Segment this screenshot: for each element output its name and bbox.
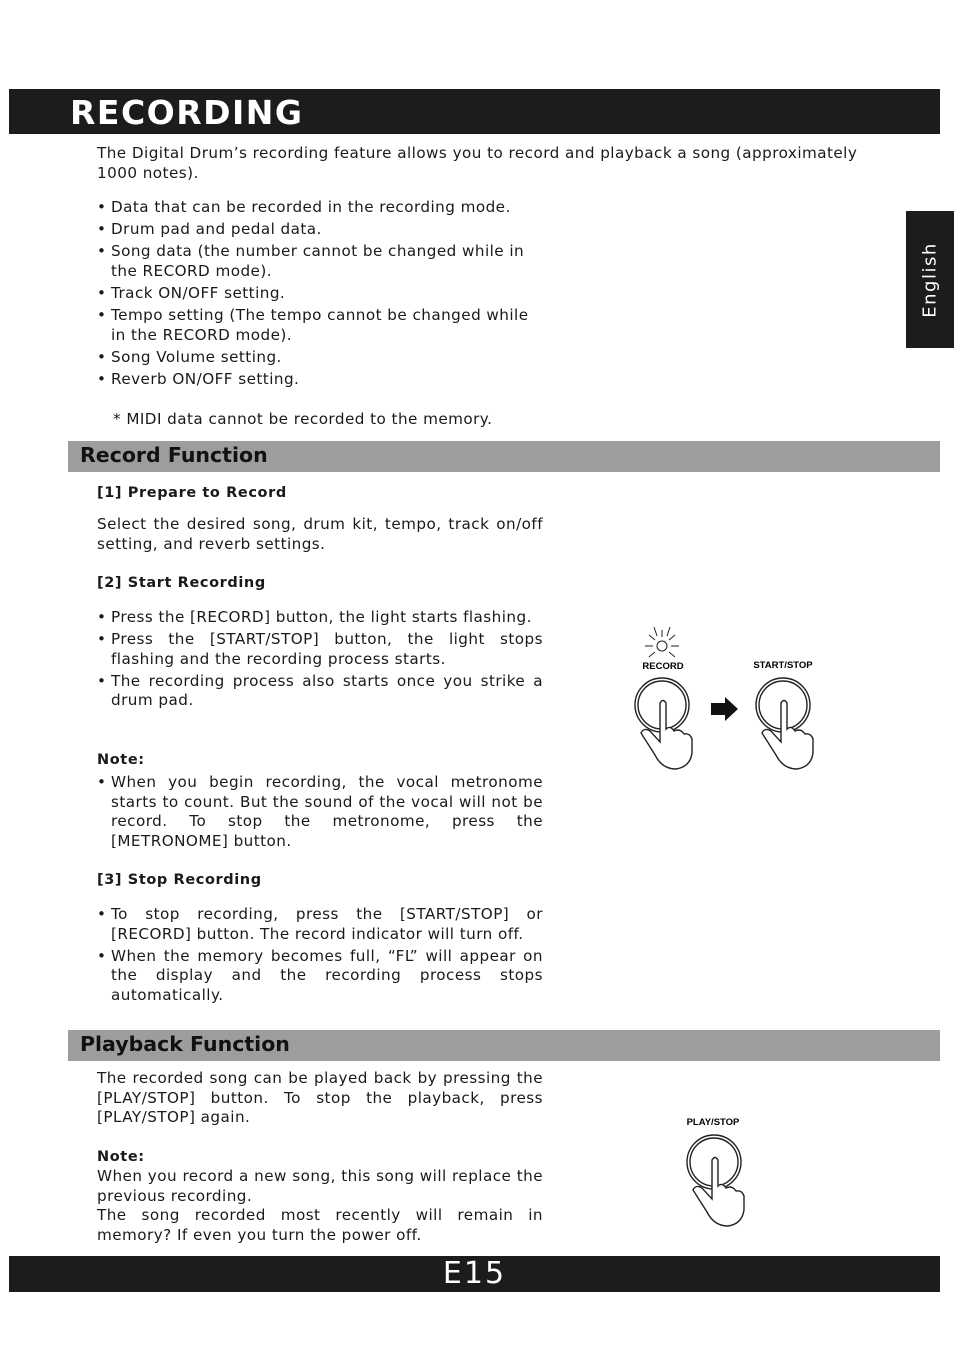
list-item: • When you begin recording, the vocal metronome starts to count. But the sound of the vocal will not be record. To stop the metronome, press the [METRONOME] button.: [97, 773, 543, 851]
record-illustration: [600, 615, 840, 780]
list-item: • Tempo setting (The tempo cannot be changed while in the RECORD mode).: [97, 306, 543, 345]
language-tab-label: English: [919, 241, 941, 318]
stop-bullets: [97, 905, 543, 1008]
list-item: • Press the [START/STOP] button, the light stops flashing and the recording process starts.: [97, 630, 543, 669]
playback-note-line: When you record a new song, this song will replace the previous recording.: [97, 1167, 543, 1205]
list-item: • To stop recording, press the [START/STOP] or [RECORD] button. The record indicator will turn off.: [97, 905, 543, 944]
title-bar: [9, 89, 940, 134]
page-title: RECORDING: [70, 93, 304, 132]
list-item: • Press the [RECORD] button, the light starts flashing.: [97, 608, 543, 628]
list-item: • Song data (the number cannot be changed while in the RECORD mode).: [97, 242, 543, 281]
list-item: • When the memory becomes full, “FL” will appear on the display and the recording process stops automatically.: [97, 947, 543, 1006]
language-tab: [906, 211, 954, 348]
play-stop-button-icon: [687, 1135, 744, 1226]
record-button-icon: [635, 678, 692, 769]
list-item: • Reverb ON/OFF setting.: [97, 370, 543, 390]
start-note-bullets: [97, 773, 543, 854]
midi-note: * MIDI data cannot be recorded to the memory.: [113, 410, 493, 428]
start-bullets: [97, 608, 543, 713]
record-label: RECORD: [642, 661, 684, 672]
start-stop-label: START/STOP: [753, 660, 813, 671]
recordable-items-list: [97, 198, 543, 392]
playback-text: The recorded song can be played back by pressing the [PLAY/STOP] button. To stop the playback, press [PLAY/STOP] again.: [97, 1069, 543, 1127]
footer-bar: [9, 1256, 940, 1292]
start-heading: [2] Start Recording: [97, 575, 266, 591]
prepare-text: Select the desired song, drum kit, tempo, track on/off setting, and reverb settings.: [97, 515, 543, 553]
list-item: • Drum pad and pedal data.: [97, 220, 543, 240]
list-item: • Song Volume setting.: [97, 348, 543, 368]
playback-note-line: The song recorded most recently will remain in memory? If even you turn the power off.: [97, 1206, 543, 1244]
list-item: • Data that can be recorded in the recording mode.: [97, 198, 543, 218]
start-stop-button-icon: [756, 678, 813, 769]
playback-note-label: Note:: [97, 1149, 145, 1165]
record-function-bar: [68, 441, 940, 472]
right-arrow-icon: [711, 697, 738, 721]
flashing-light-icon: [645, 627, 679, 657]
playback-function-bar: [68, 1030, 940, 1061]
record-function-heading: Record Function: [80, 443, 268, 467]
playback-function-heading: Playback Function: [80, 1032, 290, 1056]
play-stop-label: PLAY/STOP: [686, 1117, 740, 1128]
list-item: • The recording process also starts once you strike a drum pad.: [97, 672, 543, 711]
stop-heading: [3] Stop Recording: [97, 872, 262, 888]
prepare-heading: [1] Prepare to Record: [97, 485, 287, 501]
list-item: • Track ON/OFF setting.: [97, 284, 543, 304]
page-number: E15: [442, 1256, 507, 1291]
intro-text: The Digital Drum’s recording feature allows you to record and playback a song (approximately 1000 notes).: [97, 144, 858, 182]
play-stop-illustration: [670, 1110, 760, 1230]
start-note-label: Note:: [97, 752, 145, 768]
